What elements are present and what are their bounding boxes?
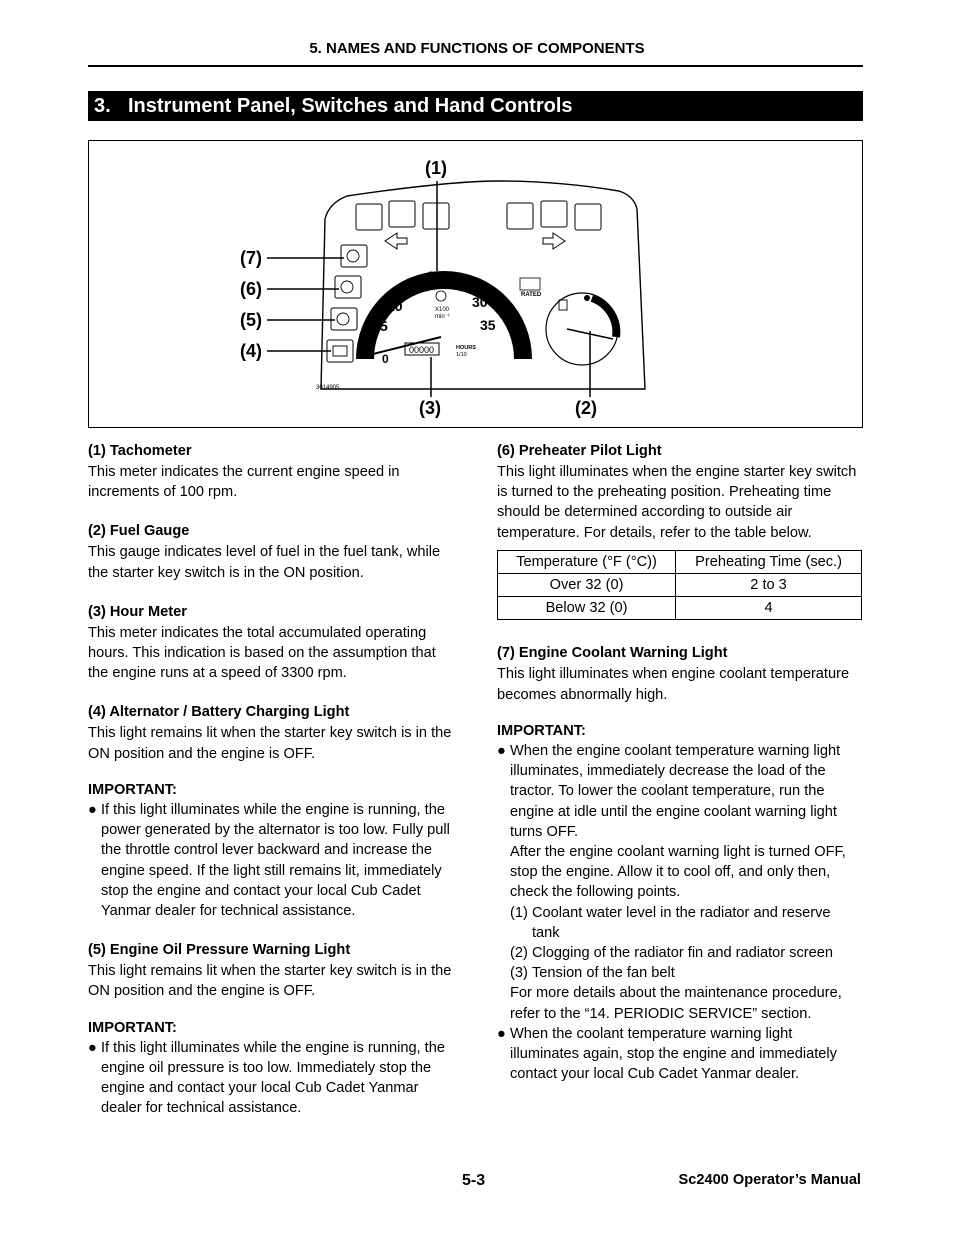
- fuel-gauge-text: This gauge indicates level of fuel in the fuel tank, while the starter key switch is in the ON position.: [88, 544, 441, 581]
- callout-7: (7): [240, 248, 262, 268]
- coolant-text: This light illuminates when engine coolant temperature becomes abnormally high.: [497, 666, 850, 703]
- preheater-text: This light illuminates when the engine starter key switch is turned to the preheating position. Preheating time should be determined according to outside air temperature. For details, refer to the table below.: [497, 464, 857, 541]
- tachometer-heading: (1) Tachometer: [88, 443, 192, 459]
- table-cell: Below 32 (0): [498, 597, 676, 620]
- preheater-section: [497, 440, 862, 543]
- panel-slot: [356, 204, 382, 230]
- battery-charging-heading: (4) Alternator / Battery Charging Light: [88, 704, 350, 721]
- left-column: [88, 440, 458, 1137]
- coolant-heading: (7) Engine Coolant Warning Light: [497, 645, 728, 662]
- bullet-text: When the engine coolant temperature warning light illuminates, immediately decrease the load of the tractor. To lower the coolant temperature, run the engine at idle until the engine coolant warning light turns OFF.: [510, 743, 841, 840]
- preheater-lamp: [335, 276, 361, 298]
- battery-charging-text: This light remains lit when the starter key switch is in the ON position and the engine is OFF.: [88, 725, 452, 762]
- turn-left-arrow-icon: [385, 233, 407, 249]
- fuel-pump-icon: [559, 300, 567, 310]
- check-point-2: [510, 943, 862, 963]
- panel-slot: [575, 204, 601, 230]
- oil-pressure-text: This light remains lit when the starter key switch is in the ON position and the engine is OFF.: [88, 963, 452, 1000]
- callout-2: (2): [575, 398, 597, 418]
- bullet-continuation: For more details about the maintenance procedure, refer to the “14. PERIODIC SERVICE” section.: [510, 985, 842, 1022]
- oil-warning-bullet: [88, 1038, 458, 1119]
- hours-label: HOURS: [456, 345, 476, 351]
- turn-right-arrow-icon: [543, 233, 565, 249]
- check-point-number: (3): [510, 965, 528, 982]
- hour-meter-section: [88, 601, 458, 684]
- rated-marker: [520, 278, 540, 290]
- important-label: IMPORTANT:: [88, 1019, 177, 1036]
- thermometer-icon: [347, 250, 359, 262]
- check-point-1: [510, 903, 862, 943]
- rated-label: RATED: [521, 292, 542, 298]
- instrument-panel-illustration: [89, 141, 862, 427]
- bullet-dot: ●: [88, 802, 97, 819]
- section-title-bar: [88, 91, 863, 121]
- coolant-warning-bullet: [497, 741, 862, 1024]
- important-label: IMPORTANT:: [88, 781, 177, 798]
- battery-charging-section: [88, 701, 458, 921]
- callout-5: (5): [240, 310, 262, 330]
- section-title: Instrument Panel, Switches and Hand Controls: [128, 95, 573, 117]
- hour-meter-heading: (3) Hour Meter: [88, 603, 187, 620]
- panel-slot: [507, 203, 533, 229]
- dial-number-10: 10: [387, 298, 403, 314]
- fuel-gauge-section: [88, 520, 458, 582]
- fuel-gauge-scale: [592, 298, 616, 337]
- table-header-row: [498, 550, 862, 573]
- fuel-empty-dot: [584, 295, 590, 301]
- dial-number-20: 20: [427, 268, 443, 284]
- bullet-text: If this light illuminates while the engine is running, the power generated by the alternator is too low. Fully pull the throttle control lever backward and increase the engine speed. If the light still remains lit, immediately stop the engine and contact your local Cub Cadet Yanmar dealer for technical assistance.: [101, 802, 450, 920]
- unit-label-top: X100: [435, 307, 450, 313]
- engine-speed-icon: [436, 291, 446, 301]
- bullet-dot: ●: [88, 1039, 97, 1056]
- check-point-text: Clogging of the radiator fin and radiator screen: [532, 945, 833, 962]
- dial-number-5: 5: [380, 318, 388, 334]
- table-cell: 4: [676, 597, 862, 620]
- tachometer: [365, 268, 523, 366]
- hour-meter-text: This meter indicates the total accumulated operating hours. This indication is based on the assumption that the engine runs at a speed of 3300 rpm.: [88, 624, 436, 682]
- dial-number-35: 35: [480, 317, 496, 333]
- check-point-text: Coolant water level in the radiator and reserve tank: [532, 904, 831, 941]
- tachometer-section: [88, 440, 458, 502]
- oil-pressure-section: [88, 939, 458, 1118]
- coolant-section: [497, 642, 862, 1084]
- bullet-dot: ●: [497, 743, 506, 760]
- check-point-number: (1): [510, 904, 528, 921]
- panel-slot: [389, 201, 415, 227]
- table-cell: Over 32 (0): [498, 574, 676, 597]
- preheater-heading: (6) Preheater Pilot Light: [497, 443, 662, 459]
- callout-1: (1): [425, 158, 447, 178]
- check-point-3: [510, 963, 862, 983]
- dial-number-30: 30: [472, 294, 488, 310]
- table-header-cell: Temperature (°F (°C)): [498, 550, 676, 573]
- dial-number-0: 0: [382, 352, 389, 366]
- hour-meter-digits: 00000: [409, 345, 435, 355]
- right-column: [497, 440, 862, 1102]
- coolant-recurring-bullet: [497, 1024, 862, 1085]
- dial-number-15: 15: [404, 278, 420, 294]
- page-number: 5-3: [462, 1172, 486, 1189]
- oil-pressure-heading: (5) Engine Oil Pressure Warning Light: [88, 942, 351, 959]
- coolant-warning-lamp: [341, 245, 367, 267]
- battery-icon: [333, 346, 347, 356]
- bullet-dot: ●: [497, 1025, 506, 1042]
- fuel-gauge-heading: (2) Fuel Gauge: [88, 523, 190, 540]
- table-row: [498, 597, 862, 620]
- callout-4: (4): [240, 341, 262, 361]
- table-header-cell: Preheating Time (sec.): [676, 550, 862, 573]
- oil-can-icon: [337, 313, 349, 325]
- unit-label-bottom: min⁻¹: [435, 314, 450, 320]
- table-row: [498, 574, 862, 597]
- figure-ref-code: 3014905: [316, 385, 340, 391]
- callout-3: (3): [419, 398, 441, 418]
- hours-fraction-label: 1/10: [456, 352, 467, 358]
- callout-6: (6): [240, 279, 262, 299]
- bullet-continuation: After the engine coolant warning light is turned OFF, stop the engine. Allow it to cool off, and only then, check the following points.: [510, 844, 846, 901]
- page-header-title: 5. NAMES AND FUNCTIONS OF COMPONENTS: [309, 40, 645, 57]
- panel-slot: [423, 203, 449, 229]
- glow-plug-icon: [341, 281, 353, 293]
- panel-slot: [541, 201, 567, 227]
- important-label: IMPORTANT:: [497, 722, 586, 739]
- instrument-panel-figure: [88, 140, 863, 428]
- oil-pressure-lamp: [331, 308, 357, 330]
- bullet-text: When the coolant temperature warning light illuminates again, stop the engine and immediately contact your local Cub Cadet Yanmar dealer.: [510, 1025, 837, 1083]
- check-point-text: Tension of the fan belt: [532, 965, 675, 982]
- table-cell: 2 to 3: [676, 574, 862, 597]
- tachometer-text: This meter indicates the current engine speed in increments of 100 rpm.: [88, 464, 400, 501]
- section-number: 3.: [94, 95, 111, 117]
- bullet-text: If this light illuminates while the engine is running, the engine oil pressure is too low. Immediately stop the engine and contact your local Cub Cadet Yanmar dealer for technical assistance.: [101, 1039, 445, 1117]
- check-point-number: (2): [510, 945, 528, 962]
- manual-title: Sc2400 Operator’s Manual: [678, 1172, 861, 1188]
- dial-number-25: 25: [453, 276, 469, 292]
- battery-warning-bullet: [88, 800, 458, 921]
- header-rule: [88, 65, 863, 67]
- preheating-table: [497, 550, 862, 621]
